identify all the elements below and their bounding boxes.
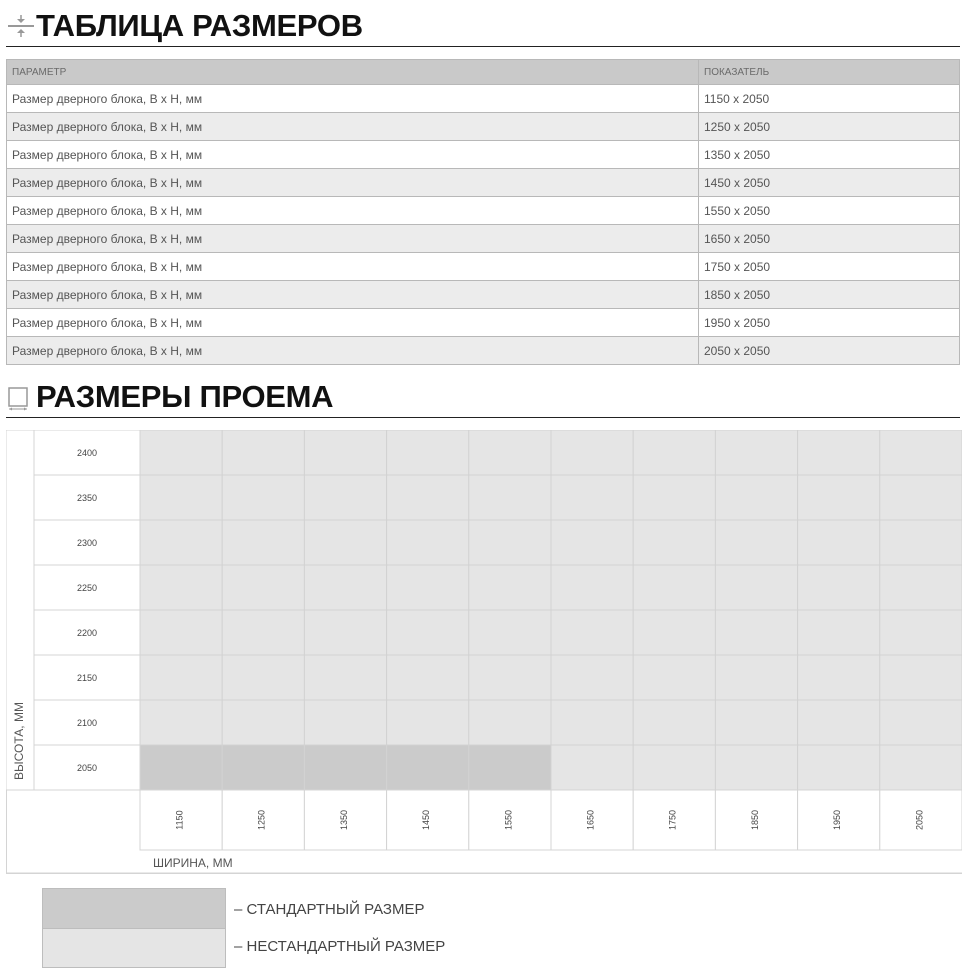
nonstandard-cell: [798, 700, 880, 745]
nonstandard-cell: [798, 745, 880, 790]
door-frame-icon: [6, 382, 36, 412]
nonstandard-cell: [387, 565, 469, 610]
x-tick-label: 1750: [667, 809, 678, 831]
legend-standard-swatch: [42, 888, 226, 929]
value-cell: 1550 x 2050: [699, 197, 960, 225]
x-tick-label: 1950: [832, 809, 843, 831]
param-cell: Размер дверного блока, В х Н, мм: [7, 141, 699, 169]
resize-vertical-icon: [6, 11, 36, 41]
nonstandard-cell: [304, 520, 386, 565]
y-tick-label: 2150: [76, 673, 98, 683]
nonstandard-cell: [304, 610, 386, 655]
x-axis-label: ШИРИНА, ММ: [153, 856, 233, 870]
table-row: [7, 253, 960, 281]
value-cell: 1650 x 2050: [699, 225, 960, 253]
nonstandard-cell: [551, 565, 633, 610]
size-table-title-bar: [6, 6, 960, 47]
table-row: [7, 337, 960, 365]
nonstandard-cell: [222, 700, 304, 745]
value-cell: 2050 x 2050: [699, 337, 960, 365]
y-tick-label: 2050: [76, 763, 98, 773]
nonstandard-cell: [798, 565, 880, 610]
nonstandard-cell: [304, 430, 386, 475]
param-column-header: ПАРАМЕТР: [7, 60, 699, 85]
standard-cell: [387, 745, 469, 790]
nonstandard-cell: [140, 565, 222, 610]
x-tick-label: 1650: [585, 809, 596, 831]
opening-size-chart: [6, 430, 962, 876]
nonstandard-cell: [551, 610, 633, 655]
nonstandard-cell: [798, 430, 880, 475]
nonstandard-cell: [551, 745, 633, 790]
nonstandard-cell: [880, 520, 962, 565]
nonstandard-cell: [715, 520, 797, 565]
standard-cell: [222, 745, 304, 790]
nonstandard-cell: [222, 565, 304, 610]
nonstandard-cell: [880, 610, 962, 655]
nonstandard-cell: [387, 610, 469, 655]
param-cell: Размер дверного блока, В х Н, мм: [7, 85, 699, 113]
nonstandard-cell: [551, 655, 633, 700]
nonstandard-cell: [633, 700, 715, 745]
nonstandard-cell: [551, 475, 633, 520]
nonstandard-cell: [387, 430, 469, 475]
nonstandard-cell: [633, 475, 715, 520]
legend-standard-label: – СТАНДАРТНЫЙ РАЗМЕР: [234, 901, 425, 918]
nonstandard-cell: [222, 475, 304, 520]
nonstandard-cell: [469, 430, 551, 475]
size-table-title: ТАБЛИЦА РАЗМЕРОВ: [36, 8, 363, 43]
nonstandard-cell: [633, 610, 715, 655]
y-tick-label: 2100: [76, 718, 98, 728]
x-tick-label: 1450: [421, 809, 432, 831]
nonstandard-cell: [387, 655, 469, 700]
table-row: [7, 113, 960, 141]
nonstandard-cell: [633, 745, 715, 790]
table-row: [7, 309, 960, 337]
nonstandard-cell: [633, 655, 715, 700]
x-tick-label: 2050: [914, 809, 925, 831]
nonstandard-cell: [551, 520, 633, 565]
nonstandard-cell: [140, 700, 222, 745]
value-cell: 1850 x 2050: [699, 281, 960, 309]
x-tick-label: 1550: [503, 809, 514, 831]
table-row: [7, 281, 960, 309]
y-tick-label: 2400: [76, 448, 98, 458]
x-tick-label: 1150: [174, 810, 185, 830]
param-cell: Размер дверного блока, В х Н, мм: [7, 309, 699, 337]
y-tick-label: 2200: [76, 628, 98, 638]
nonstandard-cell: [715, 565, 797, 610]
x-tick-label: 1850: [749, 809, 760, 831]
x-tick-label: 1350: [338, 809, 349, 831]
nonstandard-cell: [140, 520, 222, 565]
nonstandard-cell: [880, 655, 962, 700]
param-cell: Размер дверного блока, В х Н, мм: [7, 337, 699, 365]
nonstandard-cell: [469, 520, 551, 565]
param-cell: Размер дверного блока, В х Н, мм: [7, 169, 699, 197]
nonstandard-cell: [880, 700, 962, 745]
value-column-header: ПОКАЗАТЕЛЬ: [699, 60, 960, 85]
table-row: [7, 169, 960, 197]
size-table: [6, 59, 960, 365]
nonstandard-cell: [880, 430, 962, 475]
y-tick-label: 2350: [76, 493, 98, 503]
nonstandard-cell: [715, 475, 797, 520]
nonstandard-cell: [222, 655, 304, 700]
value-cell: 1350 x 2050: [699, 141, 960, 169]
nonstandard-cell: [469, 565, 551, 610]
nonstandard-cell: [222, 430, 304, 475]
param-cell: Размер дверного блока, В х Н, мм: [7, 225, 699, 253]
nonstandard-cell: [222, 610, 304, 655]
y-tick-label: 2250: [76, 583, 98, 593]
standard-cell: [140, 745, 222, 790]
nonstandard-cell: [798, 610, 880, 655]
nonstandard-cell: [304, 475, 386, 520]
table-row: [7, 141, 960, 169]
nonstandard-cell: [715, 655, 797, 700]
y-axis-label: ВЫСОТА, ММ: [12, 702, 26, 780]
table-row: [7, 225, 960, 253]
value-cell: 1950 x 2050: [699, 309, 960, 337]
nonstandard-cell: [469, 655, 551, 700]
nonstandard-cell: [633, 520, 715, 565]
nonstandard-cell: [469, 475, 551, 520]
nonstandard-cell: [880, 745, 962, 790]
x-tick-label: 1250: [256, 809, 267, 831]
nonstandard-cell: [387, 520, 469, 565]
nonstandard-cell: [387, 475, 469, 520]
opening-title-bar: [6, 377, 960, 418]
standard-cell: [304, 745, 386, 790]
nonstandard-cell: [798, 520, 880, 565]
nonstandard-cell: [469, 700, 551, 745]
legend-nonstandard-swatch: [42, 928, 226, 968]
nonstandard-cell: [880, 565, 962, 610]
nonstandard-cell: [715, 610, 797, 655]
nonstandard-cell: [304, 565, 386, 610]
param-cell: Размер дверного блока, В х Н, мм: [7, 113, 699, 141]
table-header-row: [7, 60, 960, 85]
opening-title: РАЗМЕРЫ ПРОЕМА: [36, 379, 334, 414]
nonstandard-cell: [798, 475, 880, 520]
nonstandard-cell: [140, 655, 222, 700]
value-cell: 1150 x 2050: [699, 85, 960, 113]
nonstandard-cell: [469, 610, 551, 655]
nonstandard-cell: [304, 655, 386, 700]
legend-nonstandard-label: – НЕСТАНДАРТНЫЙ РАЗМЕР: [234, 938, 446, 955]
param-cell: Размер дверного блока, В х Н, мм: [7, 197, 699, 225]
nonstandard-cell: [140, 610, 222, 655]
nonstandard-cell: [880, 475, 962, 520]
nonstandard-cell: [715, 700, 797, 745]
nonstandard-cell: [222, 520, 304, 565]
nonstandard-cell: [715, 745, 797, 790]
table-row: [7, 85, 960, 113]
nonstandard-cell: [551, 700, 633, 745]
nonstandard-cell: [304, 700, 386, 745]
nonstandard-cell: [140, 430, 222, 475]
value-cell: 1450 x 2050: [699, 169, 960, 197]
table-row: [7, 197, 960, 225]
param-cell: Размер дверного блока, В х Н, мм: [7, 281, 699, 309]
nonstandard-cell: [551, 430, 633, 475]
y-tick-label: 2300: [76, 538, 98, 548]
standard-cell: [469, 745, 551, 790]
nonstandard-cell: [798, 655, 880, 700]
nonstandard-cell: [140, 475, 222, 520]
param-cell: Размер дверного блока, В х Н, мм: [7, 253, 699, 281]
nonstandard-cell: [633, 430, 715, 475]
value-cell: 1250 x 2050: [699, 113, 960, 141]
nonstandard-cell: [715, 430, 797, 475]
nonstandard-cell: [387, 700, 469, 745]
value-cell: 1750 x 2050: [699, 253, 960, 281]
nonstandard-cell: [633, 565, 715, 610]
